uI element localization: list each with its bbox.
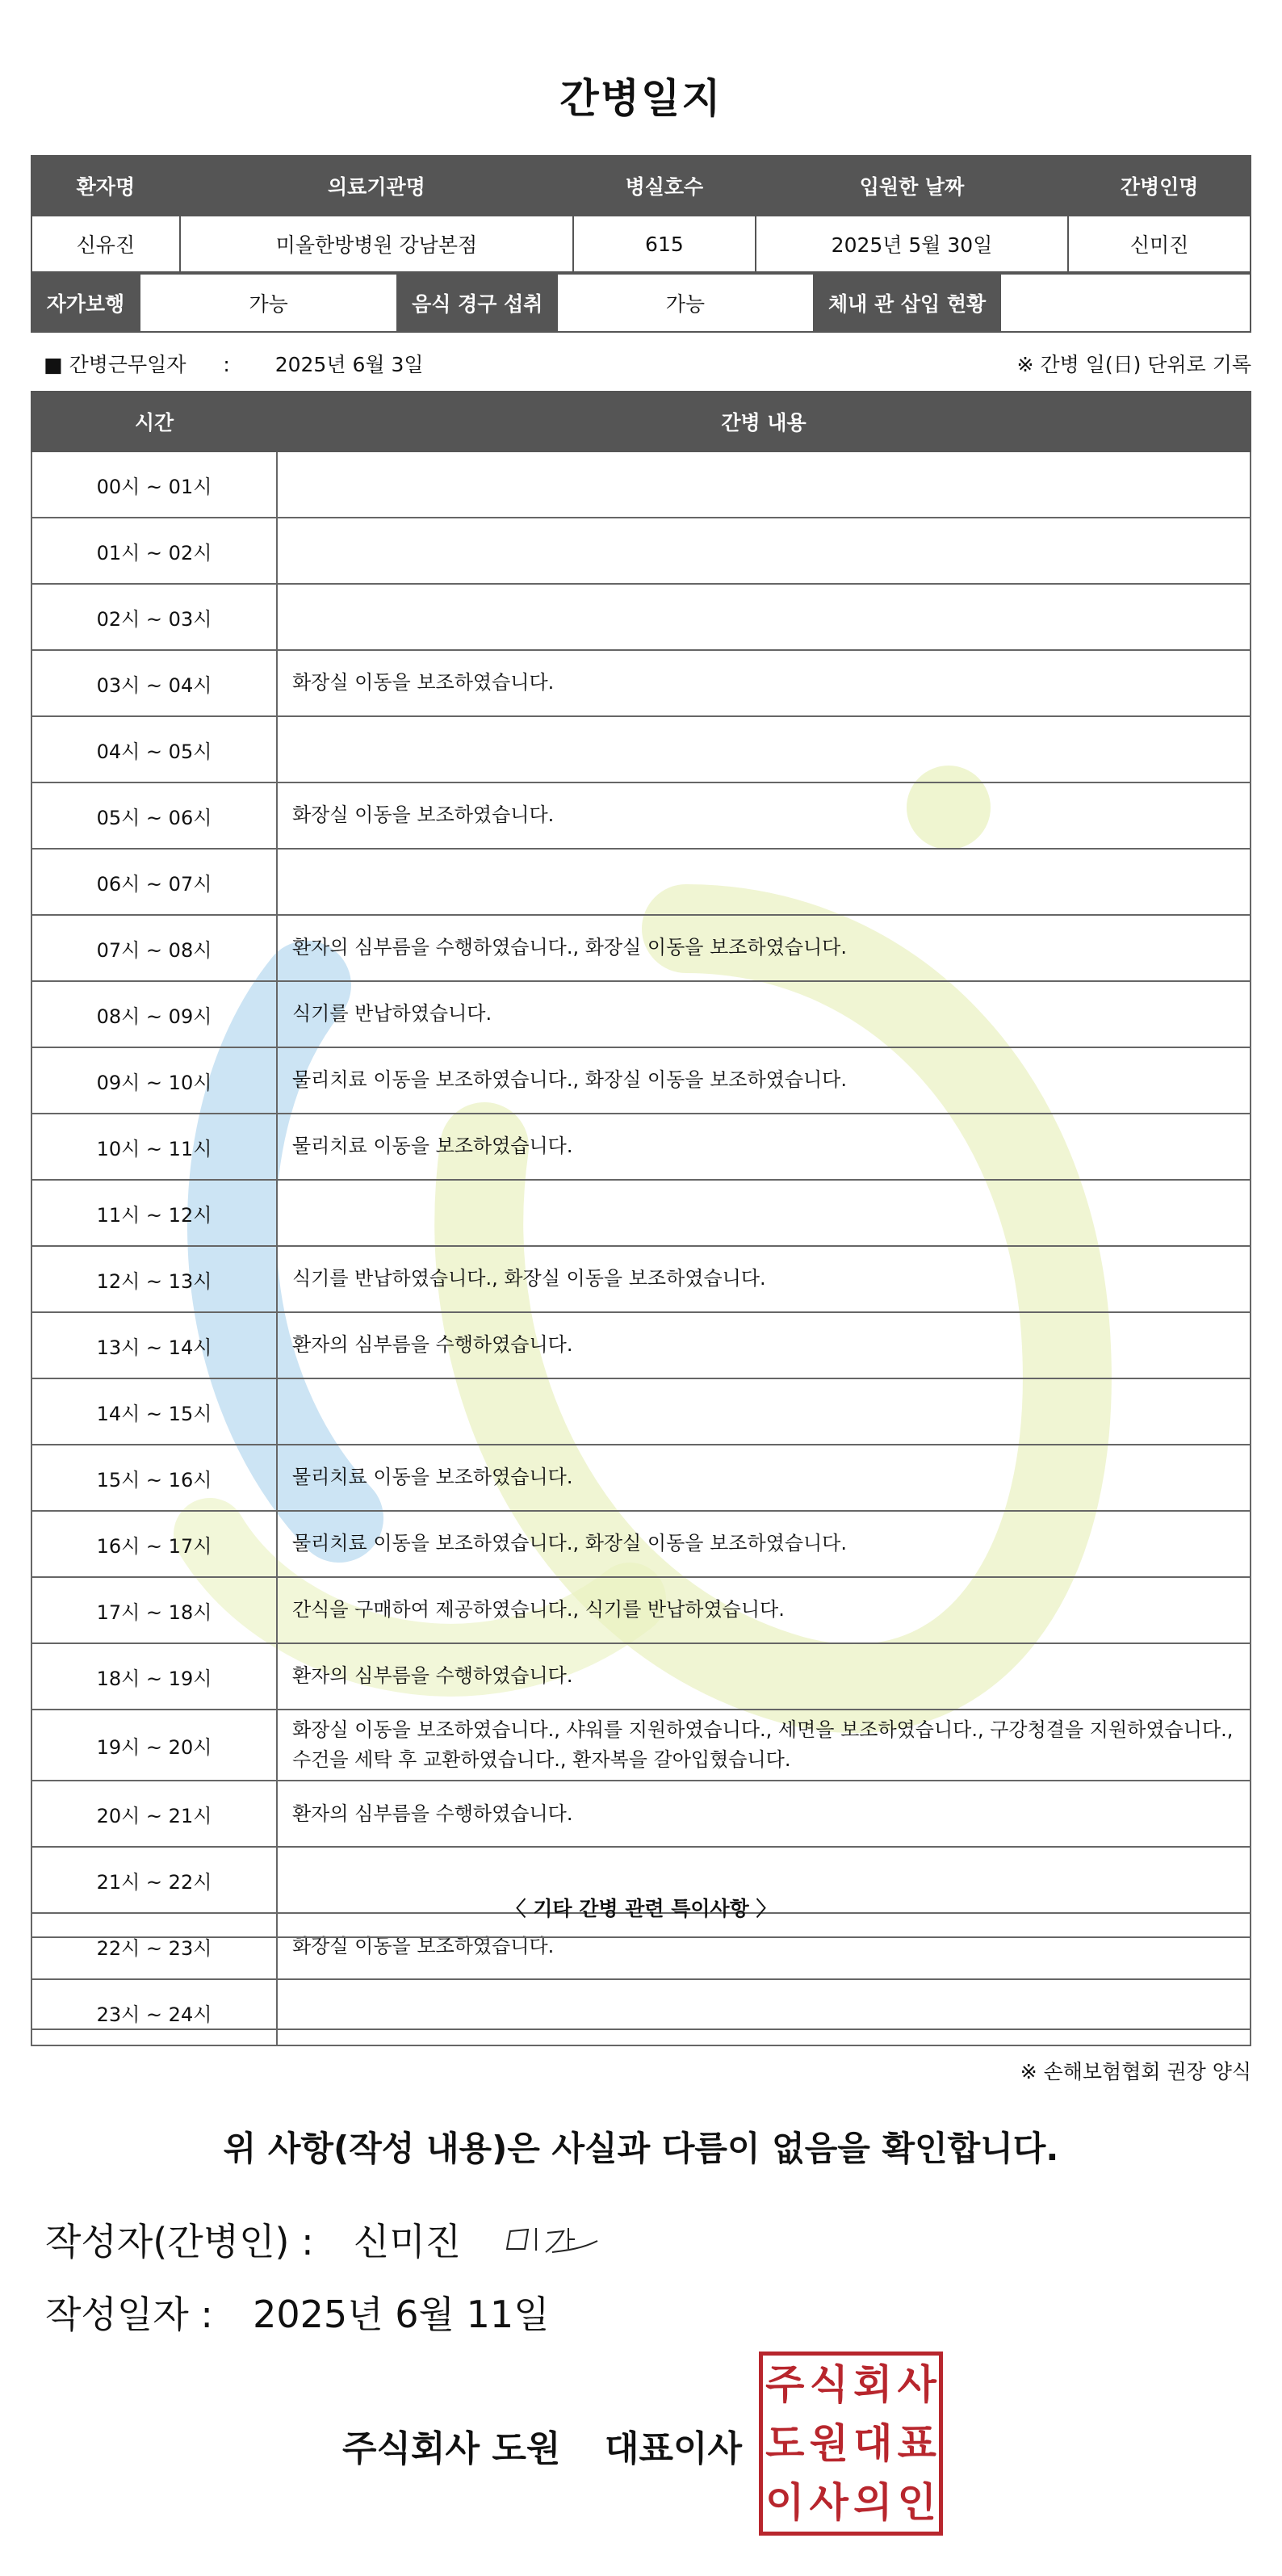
handwritten-signature (501, 2217, 605, 2265)
time-slot: 03시 ~ 04시 (31, 650, 277, 716)
care-content: 화장실 이동을 보조하였습니다. (277, 650, 1251, 716)
time-slot: 10시 ~ 11시 (31, 1114, 277, 1180)
time-slot: 16시 ~ 17시 (31, 1511, 277, 1577)
remarks-box (31, 1936, 1251, 2030)
seal-character: 원 (809, 2419, 848, 2467)
care-content: 환자의 심부름을 수행하였습니다., 화장실 이동을 보조하였습니다. (277, 915, 1251, 981)
care-log-header-row (31, 392, 1251, 451)
time-slot: 09시 ~ 10시 (31, 1047, 277, 1114)
write-date-value: 2025년 6월 11일 (253, 2293, 550, 2336)
patient-info-value-row (31, 216, 1251, 272)
care-content: 식기를 반납하였습니다., 화장실 이동을 보조하였습니다. (277, 1246, 1251, 1312)
patient-info-header-row (31, 156, 1251, 216)
care-content (277, 518, 1251, 584)
care-content (277, 584, 1251, 650)
header-caregiver-name: 간병인명 (1068, 156, 1251, 216)
care-content: 환자의 심부름을 수행하였습니다. (277, 1312, 1251, 1378)
work-date-label: ■ 간병근무일자 (44, 353, 186, 376)
care-log-row (31, 1511, 1251, 1577)
care-log-row (31, 981, 1251, 1047)
time-slot: 23시 ~ 24시 (31, 1979, 277, 2045)
care-log-row (31, 849, 1251, 915)
care-log-row (31, 1710, 1251, 1781)
patient-name: 신유진 (31, 216, 180, 272)
company-role: 대표이사 (605, 2428, 743, 2469)
patient-status-row (31, 274, 1251, 332)
seal-character: 사 (809, 2478, 848, 2526)
care-content: 환자의 심부름을 수행하였습니다. (277, 1643, 1251, 1710)
patient-status-table (31, 273, 1251, 333)
care-content: 물리치료 이동을 보조하였습니다., 화장실 이동을 보조하였습니다. (277, 1047, 1251, 1114)
seal-character: 사 (897, 2361, 936, 2409)
hospital-name: 미올한방병원 강남본점 (180, 216, 573, 272)
care-content: 환자의 심부름을 수행하였습니다. (277, 1781, 1251, 1847)
time-slot: 14시 ~ 15시 (31, 1378, 277, 1445)
time-slot: 15시 ~ 16시 (31, 1445, 277, 1511)
time-slot: 02시 ~ 03시 (31, 584, 277, 650)
care-content (277, 716, 1251, 782)
care-log-row (31, 782, 1251, 849)
time-slot: 12시 ~ 13시 (31, 1246, 277, 1312)
time-slot: 04시 ~ 05시 (31, 716, 277, 782)
seal-character: 주 (765, 2361, 805, 2409)
write-date-line (45, 2285, 550, 2339)
time-slot: 20시 ~ 21시 (31, 1781, 277, 1847)
work-date-value: 2025년 6월 3일 (274, 353, 424, 376)
care-content: 간식을 구매하여 제공하였습니다., 식기를 반납하였습니다. (277, 1577, 1251, 1643)
care-log-row (31, 1312, 1251, 1378)
care-log-row (31, 1114, 1251, 1180)
time-slot: 01시 ~ 02시 (31, 518, 277, 584)
seal-character: 대 (853, 2419, 893, 2467)
care-content: 물리치료 이동을 보조하였습니다. (277, 1114, 1251, 1180)
company-name: 주식회사 도원 (342, 2428, 561, 2469)
time-slot: 08시 ~ 09시 (31, 981, 277, 1047)
care-content: 물리치료 이동을 보조하였습니다. (277, 1445, 1251, 1511)
care-content: 화장실 이동을 보조하였습니다. (277, 1913, 1251, 1979)
company-seal-stamp (759, 2352, 943, 2536)
unit-note: ※ 간병 일(日) 단위로 기록 (1016, 353, 1251, 376)
work-date-line (44, 349, 424, 378)
tube-status-label: 체내 관 삽입 현황 (814, 274, 1001, 332)
care-content (277, 849, 1251, 915)
care-content: 화장실 이동을 보조하였습니다. (277, 782, 1251, 849)
writer-label: 작성자(간병인) : (45, 2220, 314, 2263)
time-slot: 00시 ~ 01시 (31, 451, 277, 518)
care-log-row (31, 915, 1251, 981)
care-log-row (31, 1577, 1251, 1643)
care-log-row (31, 1378, 1251, 1445)
caregiver-name: 신미진 (1068, 216, 1251, 272)
source-note: ※ 손해보험협회 권장 양식 (1020, 2060, 1251, 2083)
care-log-row (31, 716, 1251, 782)
care-content: 식기를 반납하였습니다. (277, 981, 1251, 1047)
seal-character: 이 (765, 2478, 805, 2526)
header-hospital-name: 의료기관명 (180, 156, 573, 216)
care-content: 물리치료 이동을 보조하였습니다., 화장실 이동을 보조하였습니다. (277, 1511, 1251, 1577)
self-walk-label: 자가보행 (31, 274, 140, 332)
time-slot: 21시 ~ 22시 (31, 1847, 277, 1913)
care-log-row (31, 1781, 1251, 1847)
care-content: 화장실 이동을 보조하였습니다., 샤워를 지원하였습니다., 세면을 보조하였습니다., 구강청결을 지원하였습니다., 수건을 세탁 후 교환하였습니다., 환자복을 갈아입혔습니다. (277, 1710, 1251, 1781)
time-column-header: 시간 (31, 392, 277, 451)
confirmation-statement: 위 사항(작성 내용)은 사실과 다름이 없음을 확인합니다. (223, 2129, 1059, 2168)
document-title: 간병일지 (559, 75, 723, 122)
seal-character: 인 (897, 2478, 936, 2526)
time-slot: 05시 ~ 06시 (31, 782, 277, 849)
company-signature-line (342, 2419, 742, 2471)
time-slot: 19시 ~ 20시 (31, 1710, 277, 1781)
care-log-row (31, 1180, 1251, 1246)
oral-intake-label: 음식 경구 섭취 (397, 274, 557, 332)
header-admission-date: 입원한 날짜 (756, 156, 1069, 216)
remarks-title: 〈 기타 간병 관련 특이사항 〉 (505, 1897, 777, 1920)
writer-name: 신미진 (353, 2220, 462, 2263)
seal-character: 표 (897, 2419, 936, 2467)
care-log-row (31, 1445, 1251, 1511)
self-walk-value: 가능 (140, 274, 398, 332)
care-content (277, 451, 1251, 518)
care-log-row (31, 1643, 1251, 1710)
patient-info-table (31, 155, 1251, 273)
seal-character: 도 (765, 2419, 805, 2467)
care-log-row (31, 1246, 1251, 1312)
care-log-body (31, 451, 1251, 2045)
care-log-row (31, 451, 1251, 518)
oral-intake-value: 가능 (557, 274, 814, 332)
care-log-table (31, 391, 1251, 2046)
time-slot: 06시 ~ 07시 (31, 849, 277, 915)
room-number: 615 (573, 216, 756, 272)
seal-character: 회 (853, 2361, 893, 2409)
time-slot: 17시 ~ 18시 (31, 1577, 277, 1643)
header-patient-name: 환자명 (31, 156, 180, 216)
content-column-header: 간병 내용 (277, 392, 1251, 451)
seal-character: 의 (853, 2478, 893, 2526)
header-room-number: 병실호수 (573, 156, 756, 216)
care-log-row (31, 650, 1251, 716)
write-date-label: 작성일자 : (45, 2293, 213, 2336)
time-slot: 18시 ~ 19시 (31, 1643, 277, 1710)
writer-line (45, 2213, 461, 2266)
work-date-separator: : (223, 353, 230, 376)
time-slot: 11시 ~ 12시 (31, 1180, 277, 1246)
care-log-row (31, 518, 1251, 584)
admission-date: 2025년 5월 30일 (756, 216, 1069, 272)
time-slot: 22시 ~ 23시 (31, 1913, 277, 1979)
time-slot: 07시 ~ 08시 (31, 915, 277, 981)
seal-character: 식 (809, 2361, 848, 2409)
tube-status-value (1000, 274, 1251, 332)
care-log-row (31, 1047, 1251, 1114)
care-content (277, 1378, 1251, 1445)
care-log-row (31, 584, 1251, 650)
time-slot: 13시 ~ 14시 (31, 1312, 277, 1378)
care-content (277, 1180, 1251, 1246)
